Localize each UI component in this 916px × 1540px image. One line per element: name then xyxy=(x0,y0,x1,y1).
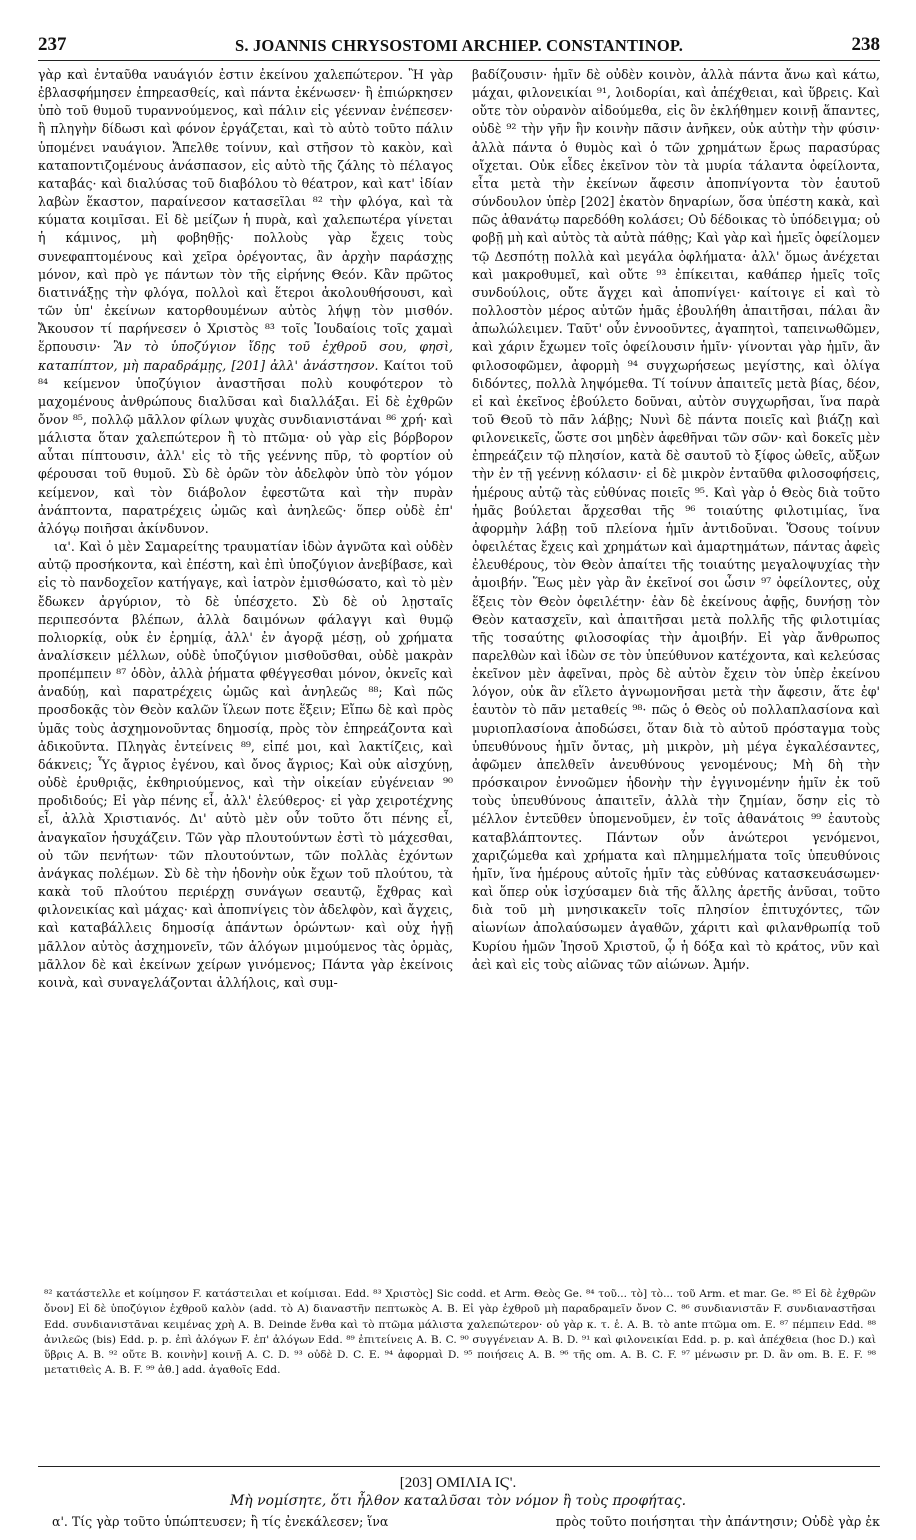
left-text-1: γὰρ καὶ ἐνταῦθα ναυάγιόν ἐστιν ἐκείνου χαλεπώτερον. Ἢ γὰρ ἐβλασφήμησεν ἐπηρεασθείς, καὶ πάντα ἐκένωσεν· ἢ ἐπιώρκησεν ὑπὸ τοῦ θυμοῦ τυραννούμενος, καὶ πάλιν εἰς γέενναν ἐνέπεσεν· ἢ πληγὴν δίδωσι καὶ φόνον ἐργάζεται, καὶ τὸ αὐτὸ τοῦτο πάλιν ὑπομένει ναυάγιον. Ἄπελθε τοίνυν, καὶ στῆσον τὸ κακὸν, καὶ καταποντιζομένους ἀνάσπασον, εἰς αὐτὸ τῆς ζάλης τὸ πέλαγος καταβάς· καὶ διαλύσας τοῦ διαβόλου τὸ θέατρον, καὶ κατ' ἰδίαν λαβὼν ἕκαστον, παραίνεσον κατασεῖλαι ⁸² τὴν φλόγα, καὶ τὰ κύματα κοιμῖσαι. Εἰ δὲ μείζων ἡ πυρὰ, καὶ χαλεπωτέρα γίνεται ἡ κάμινος, μὴ φοβηθῇς· πολλοὺς γὰρ ἔχεις τοὺς συνεφαπτομένους καὶ χεῖρα ὀρέγοντας, ἂν ἀρχὴν παράσχῃς μόνον, καὶ πρὸ γε πάντων τὸν τῆς εἰρήνης Θεόν. Κἂν πρῶτος διατινάξῃς τὴν φλόγα, πολλοὶ καὶ ἕτεροι ἀκολουθήσουσι, καὶ τῶν ὑπ' ἐκείνων κατορθουμένων αὐτὸς λήψῃ τὸν μισθόν. Ἄκουσον τί παρήνεσεν ὁ Χριστὸς ⁸³ τοῖς Ἰουδαίοις τοῖς χαμαὶ ἕρπουσιν· xyxy=(38,67,453,355)
homily-heading: [203] ΟΜΙΛΙΑ ΙϚ'. xyxy=(399,1475,517,1491)
right-paragraph-1: βαδίζουσιν· ἡμῖν δὲ οὐδὲν κοινὸν, ἀλλὰ πάντα ἄνω καὶ κάτω, μάχαι, φιλονεικίαι ⁹¹, λοιδορίαι, καὶ ἀπέχθειαι, καὶ ὕβρεις. Καὶ οὔτε τὸν οὐρανὸν αἰδούμεθα, εἰς ὃν ἐκλήθημεν κοινῇ ἅπαντες, οὐδὲ ⁹² τὴν γῆν ἣν κοινὴν πᾶσιν ἀνῆκεν, οὐκ αὐτὴν τὴν φύσιν· ἀλλὰ πάντα ὁ θυμὸς καὶ ὁ τῶν χρημάτων ἔρως παρασύρας οἴχεται. Οὐκ εἶδες ἐκεῖνον τὸν τὰ μυρία τάλαντα ὀφείλοντα, εἶτα μετὰ τὴν ἐκείνων ἄφεσιν ἀποπνίγοντα τὸν ἑαυτοῦ σύνδουλον ὑπὲρ [202] ἑκατὸν δηναρίων, ὅσα ὑπέστη κακὰ, καὶ πῶς ἀθανάτῳ παρεδόθη κολάσει; Οὐ δέδοικας τὸ ὑπόδειγμα; οὐ φοβῇ μὴ καὶ αὐτὸς τὰ αὐτὰ πάθῃς; Καὶ γὰρ καὶ ἡμεῖς ὀφείλομεν τῷ Δεσπότῃ πολλὰ καὶ μεγάλα ὀφλήματα· ἀλλ' ὅμως ἀνέχεται καὶ μακροθυμεῖ, καὶ οὔτε ⁹³ ἐπίκειται, καθάπερ ἡμεῖς τοῖς συνδούλοις, οὔτε ἄγχει καὶ ἀποπνίγει· καίτοιγε εἰ καὶ τὸ πολλοστὸν μέρος αὐτῶν ἡμᾶς ἐβουλήθη ἀπαιτῆσαι, πάλαι ἂν ἀπωλώλειμεν. Ταῦτ' οὖν ἐννοοῦντες, ἀγαπητοὶ, ταπεινωθῶμεν, καὶ χάριν ἔχωμεν τοῖς ὀφείλουσιν ἡμῖν· γίνονται γὰρ ἡμῖν, ἂν φιλοσοφῶμεν, ἀφορμὴ ⁹⁴ συγχωρήσεως μεγίστης, καὶ ὀλίγα διδόντες, πολλὰ ληψόμεθα. Τί τοίνυν ἀπαιτεῖς μετὰ βίας, δέον, εἰ καὶ ἐκεῖνος ἐβούλετο δοῦναι, αὐτὸν συγχωρῆσαι, ἵνα παρὰ τοῦ Θεοῦ τὸ πᾶν λάβῃς; Νυνὶ δὲ πάντα ποιεῖς καὶ βιάζῃ καὶ φιλονεικεῖς, ὥστε σοι μηδὲν ἀφεθῆναι τῶν σῶν· καὶ δοκεῖς μὲν ἐπηρεάζειν τῷ πλησίον, κατὰ δὲ σαυτοῦ τὸ ξίφος ὠθεῖς, αὔξων τὴν ἐν τῇ γεέννῃ κόλασιν· εἰ δὲ μικρὸν ἐνταῦθα φιλοσοφήσεις, ἡμέρους αὐτῷ τὰς εὐθύνας ποιεῖς ⁹⁵. Καὶ γὰρ ὁ Θεὸς διὰ τοῦτο ἡμᾶς βούλεται ἄρχεσθαι τῆς ⁹⁶ τοιαύτης φιλοτιμίας, ἵνα ἀφορμὴν λάβῃ τοῦ πλείονα ἡμῖν ἀντιδοῦναι. Ὅσους τοίνυν ὀφειλέτας ἔχεις καὶ χρημάτων καὶ ἁμαρτημάτων, πάντας ἀφεὶς ἐλευθέρους, τὸν Θεὸν ἀπαίτει τῆς τοιαύτης μεγαλοψυχίας τὴν ἀμοιβήν. Ἕως μὲν γὰρ ἂν ἐκεῖνοί σοι ὦσιν ⁹⁷ ὀφείλοντες, οὐχ ἕξεις τὸν Θεὸν ὀφειλέτην· ἐὰν δὲ ἐκείνους ἀφῇς, δυνήσῃ τὸν Θεὸν κατασχεῖν, καὶ ἀπαιτῆσαι μετὰ πολλῆς τῆς φιλοτιμίας τῆς τοσαύτης φιλοσοφίας τὴν ἀμοιβήν. Εἰ γὰρ ἄνθρωπος παρελθὼν καὶ ἰδὼν σε τὸν ὑπεύθυνον κατέχοντα, καὶ κελεύσας ἐκεῖνον μὲν ἀφεῖναι, πρὸς δὲ αὐτὸν ἔχειν τὸν ὑπὲρ ἐκείνου λόγον, οὐκ ἂν εἵλετο ἀγνωμονῆσαι μετὰ τὴν ἄφεσιν, ἅτε ἐφ' ἑαυτὸν τὸ πᾶν μεταθείς ⁹⁸· πῶς ὁ Θεὸς οὐ πολλαπλασίονα καὶ μυριοπλασίονα ἀποδώσει, ὅταν διὰ τὸ αὐτοῦ πρόσταγμα τοὺς ὑπευθύνους ἡμῖν ὄντας, μὴ μικρὸν, μὴ μέγα ἐγκαλέσαντες, ἀφῶμεν ἀπελθεῖν ἀνευθύνους γενομένους; Μὴ δὴ τὴν πρόσκαιρον ἐννοῶμεν ἡδονὴν τὴν ἐγγινομένην ἡμῖν ἐκ τοῦ τοὺς ὑπευθύνους ἀπαιτεῖν, ἀλλὰ τὴν ζημίαν, ὅσην εἰς τὸ μέλλον ἐντεῦθεν ὑπομενοῦμεν, ἐν τοῖς ἀθανάτοις ⁹⁹ ἑαυτοὺς καταβλάπτοντες. Πάντων οὖν ἀνώτεροι γενόμενοι, χαριζώμεθα καὶ χρήματα καὶ πλημμελήματα τοῖς ὑπευθύνοις ἡμῖν, ἵνα ἡμέρους αὐτοῖς ἡμῖν τὰς εὐθύνας κατασκευάσωμεν· καὶ ὅπερ οὐκ ἰσχύσαμεν διὰ τῆς ἄλλης ἀρετῆς ἀνῦσαι, τοῦτο διὰ τοῦ μὴ μνησικακεῖν τοῖς πλησίον ἐπιτυχόντες, τῶν αἰωνίων ἀπολαύσωμεν ἀγαθῶν, χάριτι καὶ φιλανθρωπίᾳ τοῦ Κυρίου ἡμῶν Ἰησοῦ Χριστοῦ, ᾧ ἡ δόξα καὶ τὸ κράτος, νῦν καὶ ἀεὶ καὶ εἰς τοὺς αἰῶνας τῶν αἰώνων. Ἀμήν. xyxy=(472,67,880,972)
page-number-left: 237 xyxy=(38,34,67,55)
left-text-1b: Καίτοι τοῦ ⁸⁴ κείμενον ὑποζύγιον ἀναστῆσαι πολὺ κουφότερον τὸ μαχομένους ἀνθρώπους διαλῦσαι καὶ διαλλάξαι. Εἰ δὲ ἐχθρῶν ὄνον ⁸⁵, πολλῷ μᾶλλον φίλων ψυχὰς συνδιανιστάναι ⁸⁶ χρή· καὶ μάλιστα ὅταν χαλεπώτερον ἢ τὸ πτῶμα· οὐ γὰρ εἰς βόρβορον αὗται πίπτουσιν, ἀλλ' εἰς τὸ τῆς γεέννης πῦρ, τὸ φορτίον οὐ φέρουσαι τοῦ θυμοῦ. Σὺ δὲ ὁρῶν τὸν ἀδελφὸν ὑπὸ τὸν γόμον κείμενον, καὶ τὸν διάβολον ἐφεστῶτα καὶ τὴν πυρὰν ἀνάπτοντα, παρατρέχεις ὠμῶς καὶ ἀνηλεῶς· ὅπερ οὐδὲ ἐπ' ἀλόγῳ ποιῆσαι ἀκίνδυνον. xyxy=(38,357,453,536)
scripture-quote: Ἂν τὸ ὑποζύγιον ἴδῃς τοῦ ἐχθροῦ σου, φησὶ, καταπίπτον, μὴ παραδράμῃς, [201] ἀλλ' ἀνάστησον. xyxy=(38,339,453,373)
footnote-text: ⁸² κατάστελλε et κοίμησον F. κατάστειλαι et κοίμισαι. Edd. ⁸³ Χριστὸς] Sic codd. et Arm. Θεὸς Ge. ⁸⁴ τοῦ... τὸ] τὸ... τοῦ Arm. et mar. Ge. ⁸⁵ Εἰ δὲ ἐχθρῶν ὄνον] Εἰ δὲ ὑποζύγιον ἐχθροῦ καλὸν (add. τὸ A) διαναστῆν πεπτωκὸς A. B. Εἰ γὰρ ἐχθροῦ μὴ παραδραμεῖν ὄνον C. ⁸⁶ συνδιανιστᾶν F. συνδιαναστῆσαι Edd. συνδιανιστᾶναι κειμένας χρὴ A. B. Deinde ἕνθα καὶ τὸ πτῶμα μάλιστα χαλεπώτερον· οὐ γὰρ κ. τ. ἑ. A. B. τὸ ante πτῶμα om. E. ⁸⁷ πέμπειν Edd. ⁸⁸ ἀνιλεῶς (bis) Edd. p. p. ἐπὶ ἀλόγων F. ἐπ' ἀλόγων Edd. ⁸⁹ ἐπιτείνεις A. B. C. ⁹⁰ συγγένειαν A. B. D. ⁹¹ καὶ φιλονεικίαι Edd. p. p. καὶ ἀπέχθεια (hoc D.) καὶ ὕβρις A. B. ⁹² οὔτε B. κοινὴν] κοινῇ A. C. D. ⁹³ οὐδὲ D. C. E. ⁹⁴ ἀφορμαὶ D. ⁹⁵ ποιήσεις A. B. ⁹⁶ τῆς om. A. B. C. F. ⁹⁷ μένωσιν pr. D. ἂν om. B. E. F. ⁹⁸ μετατιθεὶς A. B. F. ⁹⁹ ἀθ.] add. ἀγαθοῖς Edd. xyxy=(44,1288,876,1377)
page-header xyxy=(38,34,880,61)
page-number-right: 238 xyxy=(851,34,880,55)
left-column xyxy=(38,66,453,992)
homily-first-line-left: α'. Τίς γὰρ τοῦτο ὑπώπτευσεν; ἢ τίς ἐνεκάλεσεν; ἵνα xyxy=(52,1514,389,1529)
homily-first-line xyxy=(52,1513,880,1531)
homily-subtitle: Μὴ νομίσητε, ὅτι ἦλθον καταλῦσαι τὸν νόμον ἢ τοὺς προφήτας. xyxy=(229,1493,687,1509)
section-divider xyxy=(38,1466,880,1467)
running-title: S. JOANNIS CHRYSOSTOMI ARCHIEP. CONSTANTINOP. xyxy=(234,36,684,55)
left-paragraph-1 xyxy=(38,66,453,538)
left-paragraph-2: ια'. Καὶ ὁ μὲν Σαμαρείτης τραυματίαν ἰδὼν ἀγνῶτα καὶ οὐδὲν αὐτῷ προσήκοντα, καὶ ἐπέστη, καὶ ἐπὶ ὑποζύγιον ἀνεβίβασε, καὶ εἰς τὸ πανδοχεῖον κατήγαγε, καὶ ἰατρὸν ἐμισθώσατο, καὶ τὸ μὲν ἔδωκεν ἀργύριον, τὸ δὲ ὑπέσχετο. Σὺ δὲ οὐ λῃσταῖς περιπεσόντα βλέπων, ἀλλὰ δαιμόνων φάλαγγι καὶ θυμῷ πολιορκίᾳ, οὐκ ἐν ἐρημίᾳ, ἀλλ' ἐν ἀγορᾷ μέσῃ, οὐ χρήματα ἀναλίσκειν μέλλων, οὐδὲ ὑποζύγιον μισθοῦσθαι, οὐδὲ μακρὰν προπέμπειν ⁸⁷ ὁδὸν, ἀλλὰ ῥήματα φθέγγεσθαι μόνον, ὀκνεῖς καὶ ἀναδύῃ, καὶ παρατρέχεις ὠμῶς καὶ ἀνηλεῶς ⁸⁸; Καὶ πῶς προσδοκᾷς τὸν Θεὸν καλῶν ἵλεων ποτε ἕξειν; Εἴπω δὲ καὶ πρὸς ὑμᾶς τοὺς ἀσχημονοῦντας δημοσίᾳ, πρὸς τὸν ἐπηρεάζοντα καὶ ἀδικοῦντα. Πληγὰς ἐντείνεις ⁸⁹, εἰπέ μοι, καὶ λακτίζεις, καὶ δάκνεις; Ὗς ἄγριος ἐγένου, καὶ ὄνος ἄγριος; Καὶ οὐκ αἰσχύνῃ, οὐδὲ ἐρυθριᾷς, ἐκθηριούμενος, καὶ τὴν οἰκείαν εὐγένειαν ⁹⁰ προδιδούς; Εἰ γὰρ πένης εἶ, ἀλλ' ἐλεύθερος· εἰ γὰρ χειροτέχνης εἶ, ἀλλὰ Χριστιανός. Δι' αὐτὸ μὲν οὖν τοῦτο ὅτι πένης εἶ, ἀναγκαῖον ἡσυχάζειν. Τῶν γὰρ πλουτούντων ἐστὶ τὸ μάχεσθαι, οὐ τῶν πενήτων· τῶν πλουτούντων, τῶν πολλὰς ἐχόντων ἀνάγκας πολέμων. Σὺ δὲ τὴν ἡδονὴν οὐκ ἔχων τοῦ πλούτου, τὰ κακὰ τοῦ πλούτου περιέρχῃ συνάγων σεαυτῷ, ἔχθρας καὶ φιλονεικίας καὶ μάχας· καὶ ἀποπνίγεις τὸν ἀδελφὸν, καὶ ἄγχεις, καὶ καταβάλλεις δημοσίᾳ ἁπάντων ὁρώντων· καὶ οὐχ ἡγῇ μᾶλλον αὐτὸς ἀσχημονεῖν, τῶν ἀλόγων μιμούμενος τὰς ὁρμὰς, μᾶλλον δὲ καὶ ἐκείνων χείρων γινόμενος; Πάντα γὰρ ἐκείνοις κοινὰ, καὶ συναγελάζονται ἀλλήλοις, καὶ συμ- xyxy=(38,539,453,990)
homily-first-line-right: πρὸς τοῦτο ποιήσηται τὴν ἀπάντησιν; Οὐδὲ γὰρ ἐκ xyxy=(555,1514,880,1529)
footnotes xyxy=(44,1287,876,1379)
right-column xyxy=(472,66,880,974)
